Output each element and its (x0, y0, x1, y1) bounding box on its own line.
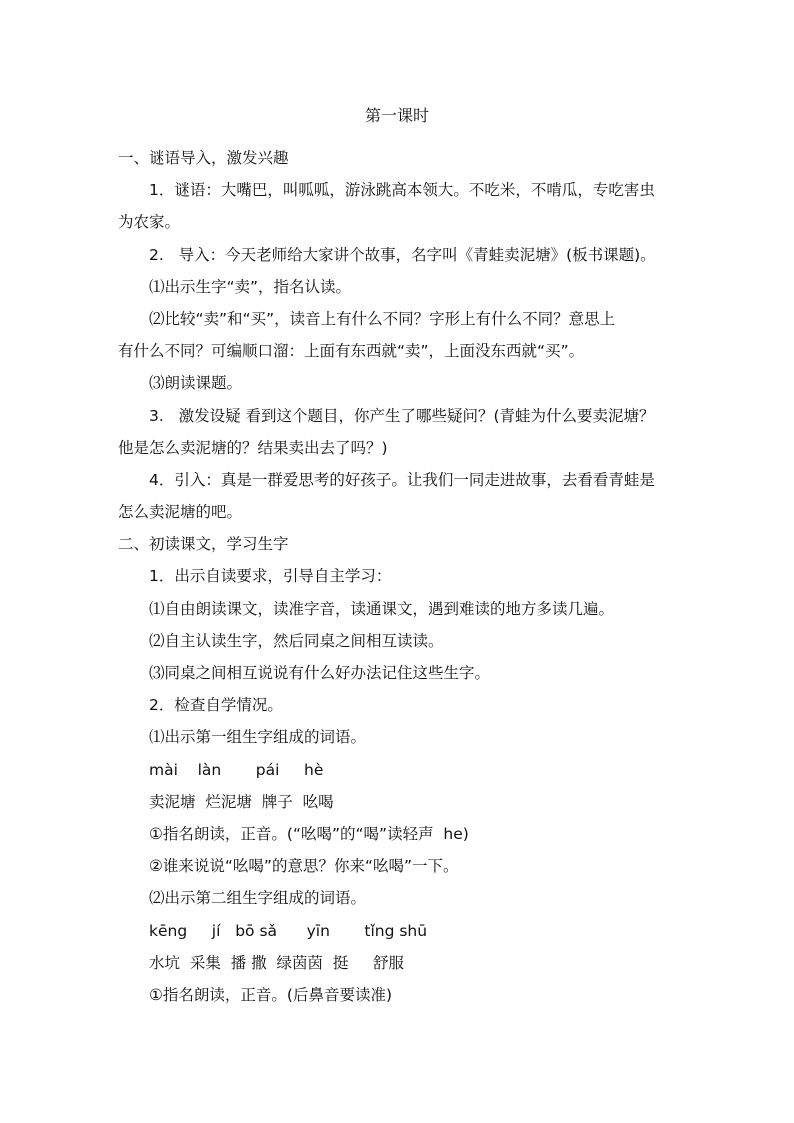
text-line: kēng jí bō sǎ yīn tǐng shū (149, 921, 428, 940)
text-line: 1．谜语：大嘴巴，叫呱呱，游泳跳高本领大。不吃米，不啃瓜，专吃害虫 (149, 181, 655, 200)
text-line: ⑵比较“卖”和“买”，读音上有什么不同？字形上有什么不同？意思上 (149, 309, 616, 328)
text-line: 二、初读课文，学习生字 (118, 535, 289, 554)
text-line: ⑶同桌之间相互说说有什么好办法记住这些生字。 (149, 664, 491, 682)
text-line: ⑵自主认读生字，然后同桌之间相互读读。 (149, 631, 444, 650)
text-line: 2. 导入：今天老师给大家讲个故事，名字叫《青蛙卖泥塘》(板书课题)。 (149, 245, 656, 264)
text-line: 他是怎么卖泥塘的？结果卖出去了吗？) (118, 438, 388, 457)
text-line: ⑴出示生字“卖”，指名认读。 (149, 277, 352, 296)
text-line: ⑵出示第二组生字组成的词语。 (149, 889, 367, 908)
text-line: 4．引入：真是一群爱思考的好孩子。让我们一同走进故事，去看看青蛙是 (149, 470, 655, 489)
text-line: mài làn pái hè (149, 760, 324, 779)
text-line: 1．出示自读要求，引导自主学习： (149, 567, 392, 586)
text-line: ⑶朗读课题。 (149, 374, 243, 393)
text-line: ⑴出示第一组生字组成的词语。 (149, 728, 367, 747)
text-line: 2．检查自学情况。 (149, 696, 283, 715)
document-body (118, 142, 678, 1011)
text-line: ②谁来说说“吆喝”的意思？你来“吆喝”一下。 (149, 857, 459, 876)
page-title: 第一课时 (364, 106, 429, 125)
text-line: 怎么卖泥塘的吧。 (118, 503, 243, 522)
text-line: ①指名朗读，正音。(后鼻音要读准) (149, 985, 392, 1004)
text-line: ①指名朗读，正音。(“吆喝”的“喝”读轻声 he) (149, 824, 469, 843)
text-line: 卖泥塘 烂泥塘 牌子 吆喝 (149, 792, 334, 811)
text-line: 一、谜语导入，激发兴趣 (118, 149, 289, 167)
text-line: 3. 激发设疑 看到这个题目，你产生了哪些疑问？(青蛙为什么要卖泥塘？ (149, 406, 655, 425)
text-line: ⑴自由朗读课文，读准字音，读通课文，遇到难读的地方多读几遍。 (149, 599, 615, 618)
text-line: 有什么不同？可编顺口溜：上面有东西就“卖”，上面没东西就“买”。 (118, 342, 585, 361)
text-line: 水坑 采集 播 撒 绿茵茵 挺 舒服 (149, 953, 404, 972)
text-line: 为农家。 (118, 213, 181, 232)
